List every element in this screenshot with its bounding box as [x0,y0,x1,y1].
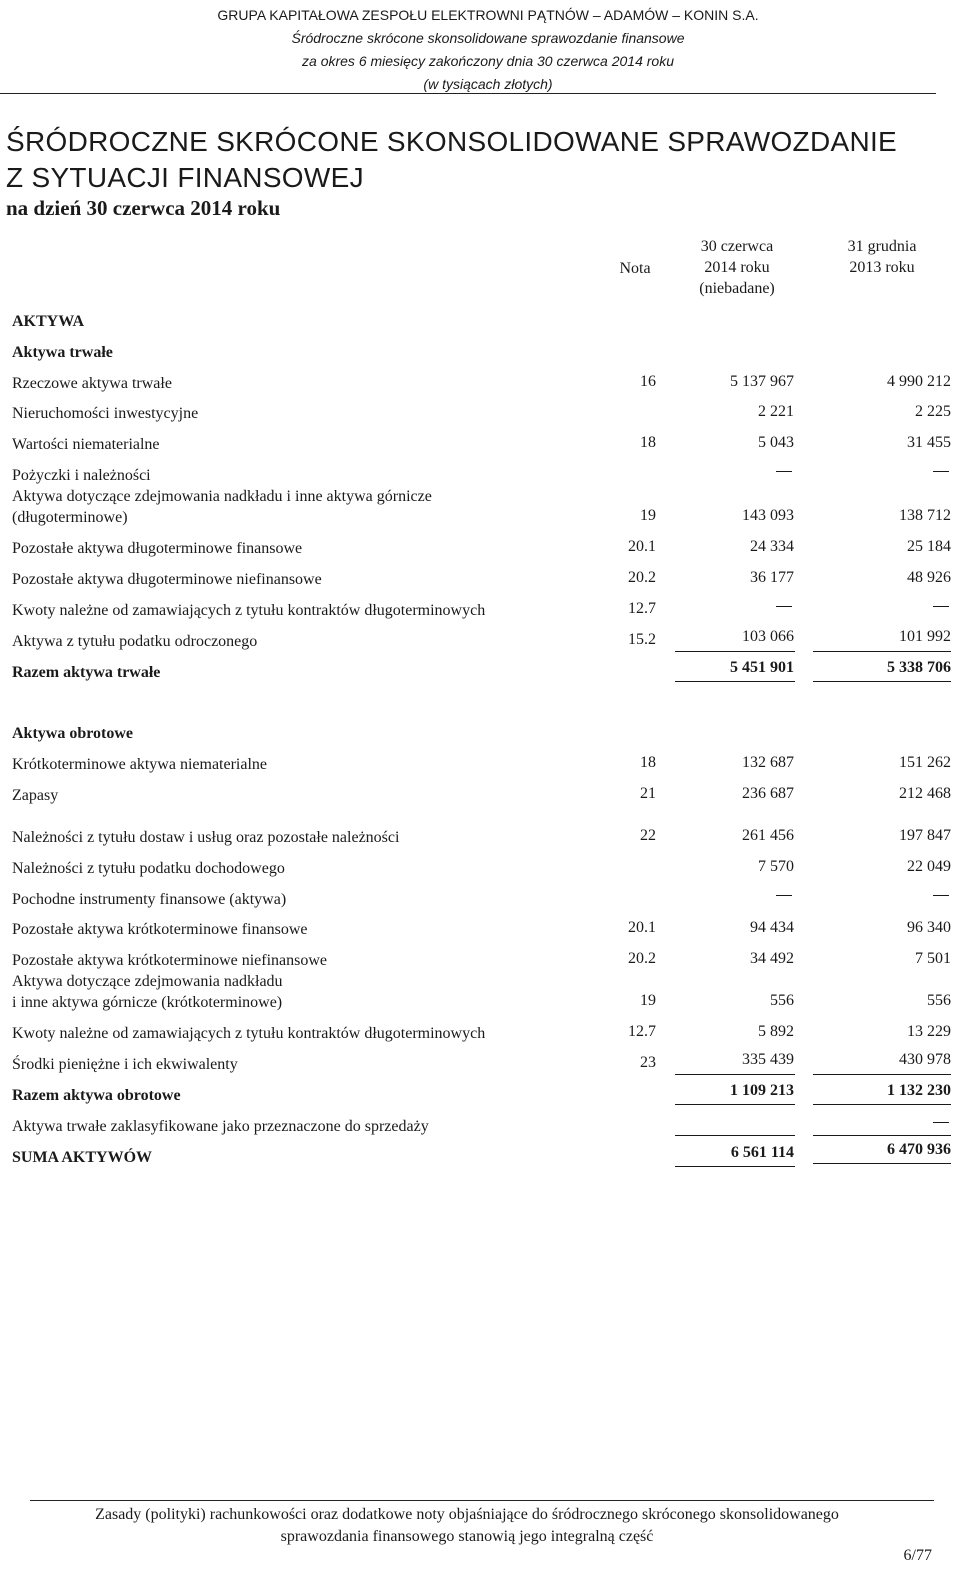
row-note: 18 [640,434,656,451]
row-label: Razem aktywa trwałe [12,664,161,681]
dash-mark [800,462,951,480]
column-header-2014 [676,236,798,299]
row-value-2013: 151 262 [899,754,951,771]
row-value-2013: 22 049 [907,858,951,875]
row-label-line2: i inne aktywa górnicze (krótkoterminowe) [12,994,283,1011]
row-note: 20.2 [628,950,656,967]
total-underline [813,1163,951,1164]
column-header-2014-line1: 30 czerwca [700,238,774,255]
row-note: 12.7 [628,1023,656,1040]
page-footer [0,1504,934,1548]
column-header-note: Nota [619,260,651,277]
row-value-2013: 2 225 [915,403,951,420]
row-value-2013: 5 338 706 [887,659,951,676]
dash-mark [800,886,951,904]
row-value-2014: 143 093 [742,507,794,524]
row-value-2014: 2 221 [758,403,794,420]
row-value-2013: 556 [927,992,951,1009]
row-value-2014: 132 687 [742,754,794,771]
section-aktywa: AKTYWA [12,313,85,330]
row-label-line1: Aktywa dotyczące zdejmowania nadkładu i inne aktywa górnicze [12,488,432,505]
row-value-2013: 48 926 [907,569,951,586]
row-label: Należności z tytułu dostaw i usług oraz pozostałe należności [12,829,400,846]
row-value-2014: 5 137 967 [730,373,794,390]
total-underline [813,681,951,682]
row-label: Pożyczki i należności [12,467,151,484]
row-value-2013: 1 132 230 [887,1082,951,1099]
subtotal-underline [813,1074,951,1075]
row-value-2014: 36 177 [750,569,794,586]
footer-divider [30,1500,934,1501]
subtotal-underline [813,651,951,652]
row-value-2013: 197 847 [899,827,951,844]
row-value-2014: 556 [770,992,794,1009]
row-label: Środki pieniężne i ich ekwiwalenty [12,1056,238,1073]
column-header-2014-line3: (niebadane) [699,280,775,297]
row-value-2014: 5 892 [758,1023,794,1040]
row-label: Aktywa trwałe zaklasyfikowane jako przeznaczone do sprzedaży [12,1118,429,1135]
row-note: 12.7 [628,600,656,617]
row-value-2013: 7 501 [915,950,951,967]
row-label: Nieruchomości inwestycyjne [12,405,199,422]
row-note: 20.1 [628,538,656,555]
dash-mark [660,597,794,615]
row-label: Zapasy [12,787,59,804]
row-value-2013: 13 229 [907,1023,951,1040]
row-note: 18 [640,754,656,771]
row-note: 19 [640,992,656,1009]
row-value-2013: 138 712 [899,507,951,524]
row-label: SUMA AKTYWÓW [12,1149,153,1166]
row-value-2013: 6 470 936 [887,1141,951,1158]
section-aktywa-obrotowe: Aktywa obrotowe [12,725,134,742]
row-value-2014: 6 561 114 [730,1144,794,1161]
title-line-1: ŚRÓDROCZNE SKRÓCONE SKONSOLIDOWANE SPRAWOZDANIE [6,126,898,157]
row-label: Pozostałe aktywa długoterminowe niefinansowe [12,571,322,588]
row-label-line2: (długoterminowe) [12,509,128,526]
footer-line-1: Zasady (polityki) rachunkowości oraz dodatkowe noty objaśniające do śródrocznego skróconego skonsolidowanego [95,1506,839,1523]
row-note: 22 [640,827,656,844]
row-value-2013: 212 468 [899,785,951,802]
row-value-2014: 261 456 [742,827,794,844]
row-label: Razem aktywa obrotowe [12,1087,181,1104]
header-period: za okres 6 miesięcy zakończony dnia 30 czerwca 2014 roku [302,53,674,69]
subtotal-underline [675,1135,795,1136]
dash-mark [800,597,951,615]
row-label-line1: Aktywa dotyczące zdejmowania nadkładu [12,973,283,990]
row-note: 19 [640,507,656,524]
row-value-2014: 236 687 [742,785,794,802]
row-label: Pozostałe aktywa krótkoterminowe finansowe [12,921,308,938]
row-label: Rzeczowe aktywa trwałe [12,375,172,392]
total-underline [675,1166,795,1167]
row-label: Kwoty należne od zamawiających z tytułu kontraktów długoterminowych [12,1025,486,1042]
row-note: 15.2 [628,631,656,648]
row-label: Pozostałe aktywa długoterminowe finansowe [12,540,303,557]
row-value-2013: 96 340 [907,919,951,936]
title-line-2: Z SYTUACJI FINANSOWEJ [6,162,364,193]
row-value-2014: 94 434 [750,919,794,936]
row-value-2014: 1 109 213 [730,1082,794,1099]
row-label: Aktywa z tytułu podatku odroczonego [12,633,258,650]
total-underline [675,681,795,682]
row-value-2013: 430 978 [899,1051,951,1068]
row-label: Krótkoterminowe aktywa niematerialne [12,756,268,773]
row-note: 23 [640,1054,656,1071]
row-value-2014: 103 066 [742,628,794,645]
header-company: GRUPA KAPITAŁOWA ZESPOŁU ELEKTROWNI PĄTNÓW – ADAMÓW – KONIN S.A. [217,7,759,23]
row-note: 16 [640,373,656,390]
row-value-2014: 335 439 [742,1051,794,1068]
row-value-2013: 31 455 [907,434,951,451]
column-header-2013-line1: 31 grudnia [847,238,917,255]
row-label: Pochodne instrumenty finansowe (aktywa) [12,891,287,908]
subtotal-underline [675,1074,795,1075]
row-value-2013: 25 184 [907,538,951,555]
page-header [0,4,936,96]
dash-mark [660,462,794,480]
footer-line-2: sprawozdania finansowego stanowią jego integralną część [280,1528,654,1545]
column-header-2013 [820,236,944,278]
document-subtitle: na dzień 30 czerwca 2014 roku [6,196,281,220]
total-underline [813,1104,951,1105]
header-divider [0,93,936,94]
header-units: (w tysiącach złotych) [423,76,553,92]
page-number: 6/77 [903,1547,932,1564]
row-value-2014: 34 492 [750,950,794,967]
row-note: 20.2 [628,569,656,586]
row-note: 20.1 [628,919,656,936]
row-note: 21 [640,785,656,802]
subtotal-underline [813,1135,951,1136]
row-value-2013: 4 990 212 [887,373,951,390]
dash-mark [660,886,794,904]
section-aktywa-trwale: Aktywa trwałe [12,344,113,361]
column-header-2013-line2: 2013 roku [849,259,915,276]
row-value-2013: 101 992 [899,628,951,645]
row-value-2014: 5 043 [758,434,794,451]
row-value-2014: 24 334 [750,538,794,555]
dash-mark [800,1113,951,1131]
row-label: Wartości niematerialne [12,436,160,453]
row-value-2014: 5 451 901 [730,659,794,676]
subtotal-underline [675,651,795,652]
document-title [6,124,897,196]
column-header-2014-line2: 2014 roku [704,259,770,276]
total-underline [675,1104,795,1105]
row-label: Należności z tytułu podatku dochodowego [12,860,285,877]
row-value-2014: 7 570 [758,858,794,875]
header-report-name: Śródroczne skrócone skonsolidowane sprawozdanie finansowe [291,30,685,46]
row-label: Kwoty należne od zamawiających z tytułu kontraktów długoterminowych [12,602,486,619]
row-label: Pozostałe aktywa krótkoterminowe niefinansowe [12,952,328,969]
